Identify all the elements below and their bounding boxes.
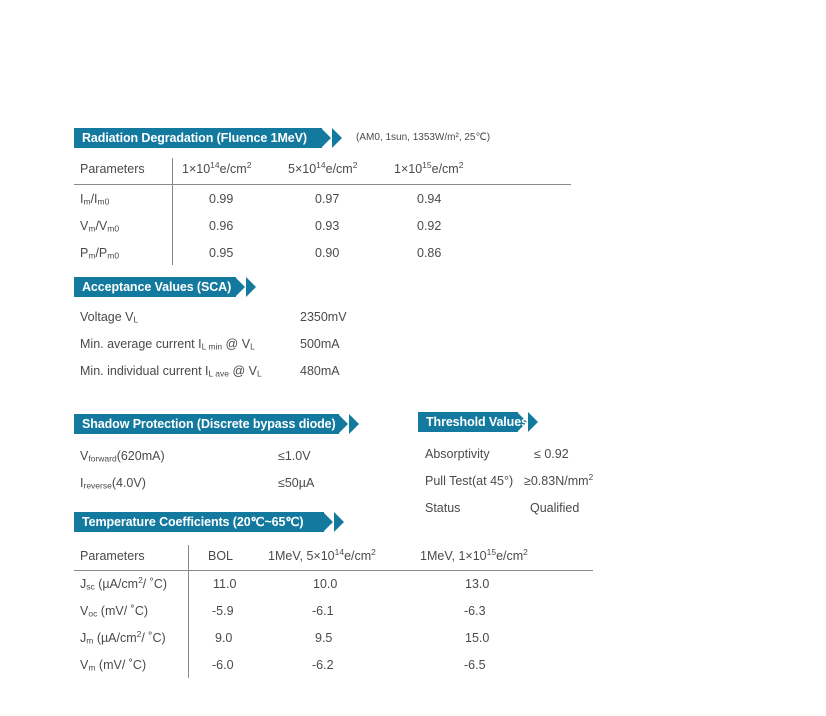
radiation-row-pm-v2: 0.90 [315, 246, 340, 260]
radiation-row-param-vm: $V_m/V_{m0}$ [80, 219, 120, 234]
section-title-threshold: Threshold Values [426, 415, 528, 429]
chevron-right-icon-2 [528, 412, 538, 432]
chevron-right-icon-1 [321, 128, 331, 148]
threshold-label-status: Status [425, 501, 461, 515]
radiation-col-parameters: Parameters [80, 162, 145, 176]
section-bar [74, 277, 236, 297]
acceptance-value-min-average-current: 500mA [300, 337, 340, 351]
chevron-right-icon-2 [349, 414, 359, 434]
tempco-header-rule [74, 570, 593, 571]
chevron-right-icon-1 [338, 414, 348, 434]
section-bar [74, 128, 322, 148]
tempco-jsc-bol: 11.0 [213, 577, 237, 591]
chevron-right-icon-2 [332, 128, 342, 148]
radiation-vertical-divider [172, 158, 173, 265]
shadow-label-ireverse: $I_{reverse}(4.0V)$ [80, 476, 146, 491]
section-note-radiation: (AM0, 1sun, 1353W/m², 25℃) [356, 132, 491, 143]
tempco-row-param-jsc: $J_{sc}$ ($\mu A/cm^2/$ ˚C) [80, 574, 168, 592]
section-bar [418, 412, 528, 432]
tempco-jsc-1e15: 13.0 [465, 577, 490, 591]
tempco-col-1mev-1e15: 1MeV, $1\times 10^{15}e/cm^2$ [420, 546, 528, 563]
acceptance-label-voltage: Voltage $V_L$ [80, 310, 139, 325]
threshold-label-absorptivity: Absorptivity [425, 447, 490, 461]
tempco-jm-5e14: 9.5 [315, 631, 333, 645]
section-header-temperature-coefficients [74, 512, 344, 532]
chevron-double-icon [338, 414, 359, 434]
section-header-acceptance-values [74, 277, 256, 297]
radiation-col-fluence-1e14: $1\times 10^{14}e/cm^2$ [182, 159, 252, 176]
shadow-value-vforward: ≤1.0V [278, 449, 311, 463]
section-header-radiation-degradation [74, 128, 490, 148]
threshold-value-absorptivity: ≤ 0.92 [534, 447, 569, 461]
tempco-jsc-5e14: 10.0 [313, 577, 338, 591]
chevron-right-icon-1 [235, 277, 245, 297]
radiation-row-pm-v3: 0.86 [417, 246, 442, 260]
chevron-right-icon-1 [323, 512, 333, 532]
chevron-double-icon [323, 512, 344, 532]
tempco-voc-1e15: -6.3 [464, 604, 486, 618]
radiation-row-vm-v1: 0.96 [209, 219, 234, 233]
section-title-radiation: Radiation Degradation (Fluence 1MeV) [82, 131, 307, 145]
shadow-label-vforward: $V_{forward}(620mA)$ [80, 449, 165, 464]
section-bar [74, 414, 339, 434]
section-title-shadow: Shadow Protection (Discrete bypass diode) [82, 417, 336, 431]
acceptance-value-voltage: 2350mV [300, 310, 347, 324]
section-title-tempco: Temperature Coefficients (20℃~65℃) [82, 515, 304, 529]
section-bar [74, 512, 324, 532]
tempco-vertical-divider [188, 545, 189, 678]
chevron-right-icon-2 [246, 277, 256, 297]
tempco-vm-1e15: -6.5 [464, 658, 486, 672]
section-title-acceptance: Acceptance Values (SCA) [82, 280, 232, 294]
threshold-value-status: Qualified [530, 501, 580, 515]
tempco-col-parameters: Parameters [80, 549, 145, 563]
radiation-row-param-pm: $P_m/P_{m0}$ [80, 246, 120, 261]
radiation-row-im-v1: 0.99 [209, 192, 234, 206]
threshold-label-pull-test: Pull Test(at 45°) [425, 474, 514, 488]
acceptance-label-min-individual-current: Min. individual current $I_{L ave}$ @ $V_L$ [80, 364, 262, 379]
tempco-row-param-voc: $V_{oc}$ (mV/ ˚C) [80, 604, 149, 619]
section-header-threshold-values [418, 412, 538, 432]
acceptance-value-min-individual-current: 480mA [300, 364, 340, 378]
threshold-value-pull-test: $\ge 0.83N/mm^2$ [524, 471, 594, 488]
tempco-col-bol: BOL [208, 549, 234, 563]
chevron-double-icon [235, 277, 256, 297]
radiation-row-im-v2: 0.97 [315, 192, 340, 206]
tempco-voc-bol: -5.9 [212, 604, 234, 618]
shadow-value-ireverse: ≤50µA [278, 476, 315, 490]
tempco-vm-bol: -6.0 [212, 658, 234, 672]
radiation-col-fluence-1e15: $1\times 10^{15}e/cm^2$ [394, 159, 464, 176]
tempco-row-param-vm: $V_m$ (mV/ ˚C) [80, 658, 147, 673]
radiation-col-fluence-5e14: $5\times 10^{14}e/cm^2$ [288, 159, 358, 176]
radiation-row-im-v3: 0.94 [417, 192, 442, 206]
acceptance-label-min-average-current: Min. average current $I_{L min}$ @ $V_L$ [80, 337, 255, 352]
tempco-jm-bol: 9.0 [215, 631, 233, 645]
radiation-row-vm-v3: 0.92 [417, 219, 442, 233]
radiation-row-pm-v1: 0.95 [209, 246, 234, 260]
radiation-header-rule [74, 184, 571, 185]
tempco-vm-5e14: -6.2 [312, 658, 334, 672]
chevron-right-icon-2 [334, 512, 344, 532]
chevron-double-icon [321, 128, 342, 148]
section-header-shadow-protection [74, 414, 359, 434]
radiation-row-vm-v2: 0.93 [315, 219, 340, 233]
tempco-col-1mev-5e14: 1MeV, $5\times 10^{14}e/cm^2$ [268, 546, 376, 563]
tempco-voc-5e14: -6.1 [312, 604, 334, 618]
radiation-row-param-im: $I_m/I_{m0}$ [80, 192, 110, 207]
tempco-jm-1e15: 15.0 [465, 631, 490, 645]
tempco-row-param-jm: $J_m$ ($\mu A/cm^2/$ ˚C) [80, 628, 166, 646]
